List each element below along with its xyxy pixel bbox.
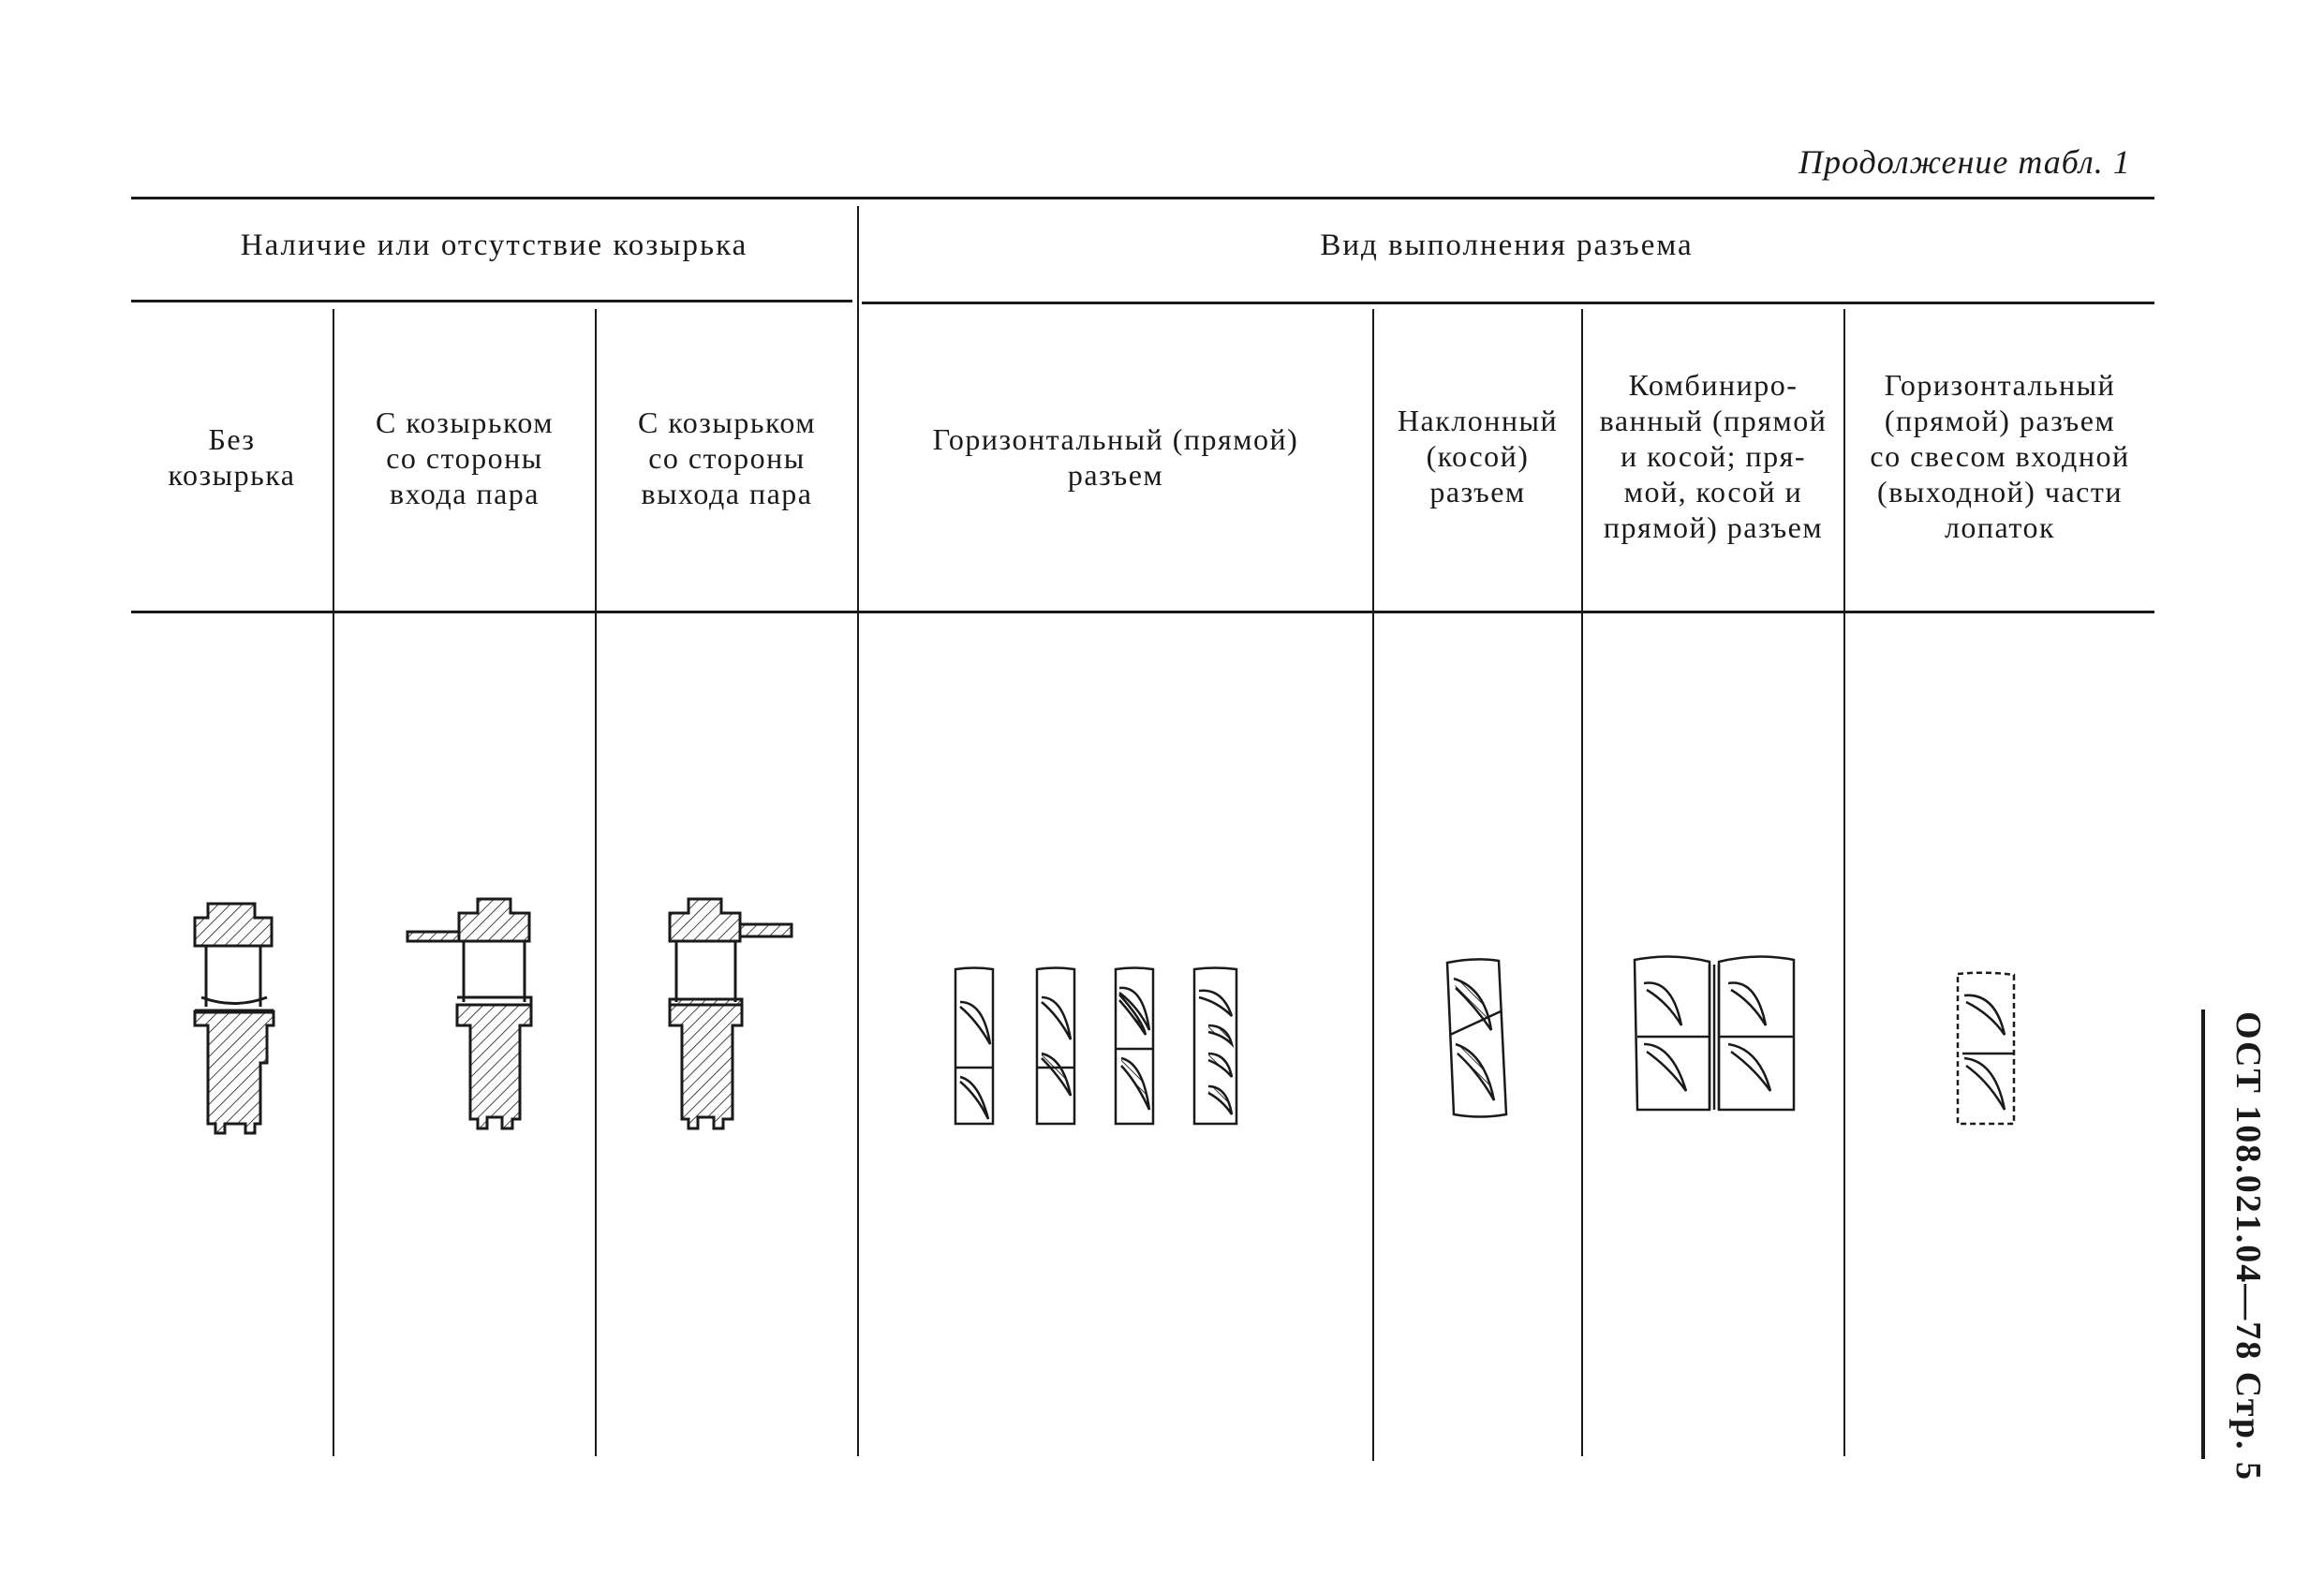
- col-header-shroud-inlet: С козырьком со стороны входа пара: [375, 405, 555, 510]
- col-header-overhang: Горизонтальный (прямой) разъем со свесом входной (выходной) части лопаток: [1870, 368, 2130, 544]
- side-label-rule: [2201, 1010, 2205, 1459]
- group-divider: [857, 206, 859, 1456]
- group-header-rule-right: [862, 302, 2154, 304]
- overhang-joint-icon: [1953, 969, 2028, 1128]
- continuation-caption: Продолжение табл. 1: [1799, 143, 2131, 181]
- column-header-rule: [131, 611, 2154, 613]
- col-header-no-shroud: Без козырька: [168, 422, 296, 492]
- combined-joint-icon: [1630, 951, 1799, 1119]
- col-header-shroud-outlet: С козырьком со стороны выхода пара: [637, 405, 817, 510]
- inclined-joint-icon: [1443, 955, 1517, 1124]
- page-side-label: ОСТ 108.021.04—78 Стр. 5: [2228, 1011, 2268, 1482]
- col-header-horizontal: Горизонтальный (прямой) разъем: [932, 422, 1299, 492]
- col-header-combined: Комбиниро- ванный (прямой и косой; пря- мой, косой и прямой) разъем: [1599, 368, 1828, 544]
- group-header-joint: Вид выполнения разъема: [1320, 228, 1694, 262]
- blade-shroud-outlet-icon: [656, 894, 806, 1138]
- group-header-shroud: Наличие или отсутствие козырька: [240, 228, 748, 262]
- blade-shroud-inlet-icon: [403, 894, 553, 1138]
- col-header-inclined: Наклонный (косой) разъем: [1397, 404, 1559, 509]
- blade-no-shroud-icon: [187, 899, 281, 1142]
- table-top-rule: [131, 197, 2154, 199]
- group-header-rule-left: [131, 300, 852, 302]
- horizontal-joint-icon: [951, 965, 1269, 1133]
